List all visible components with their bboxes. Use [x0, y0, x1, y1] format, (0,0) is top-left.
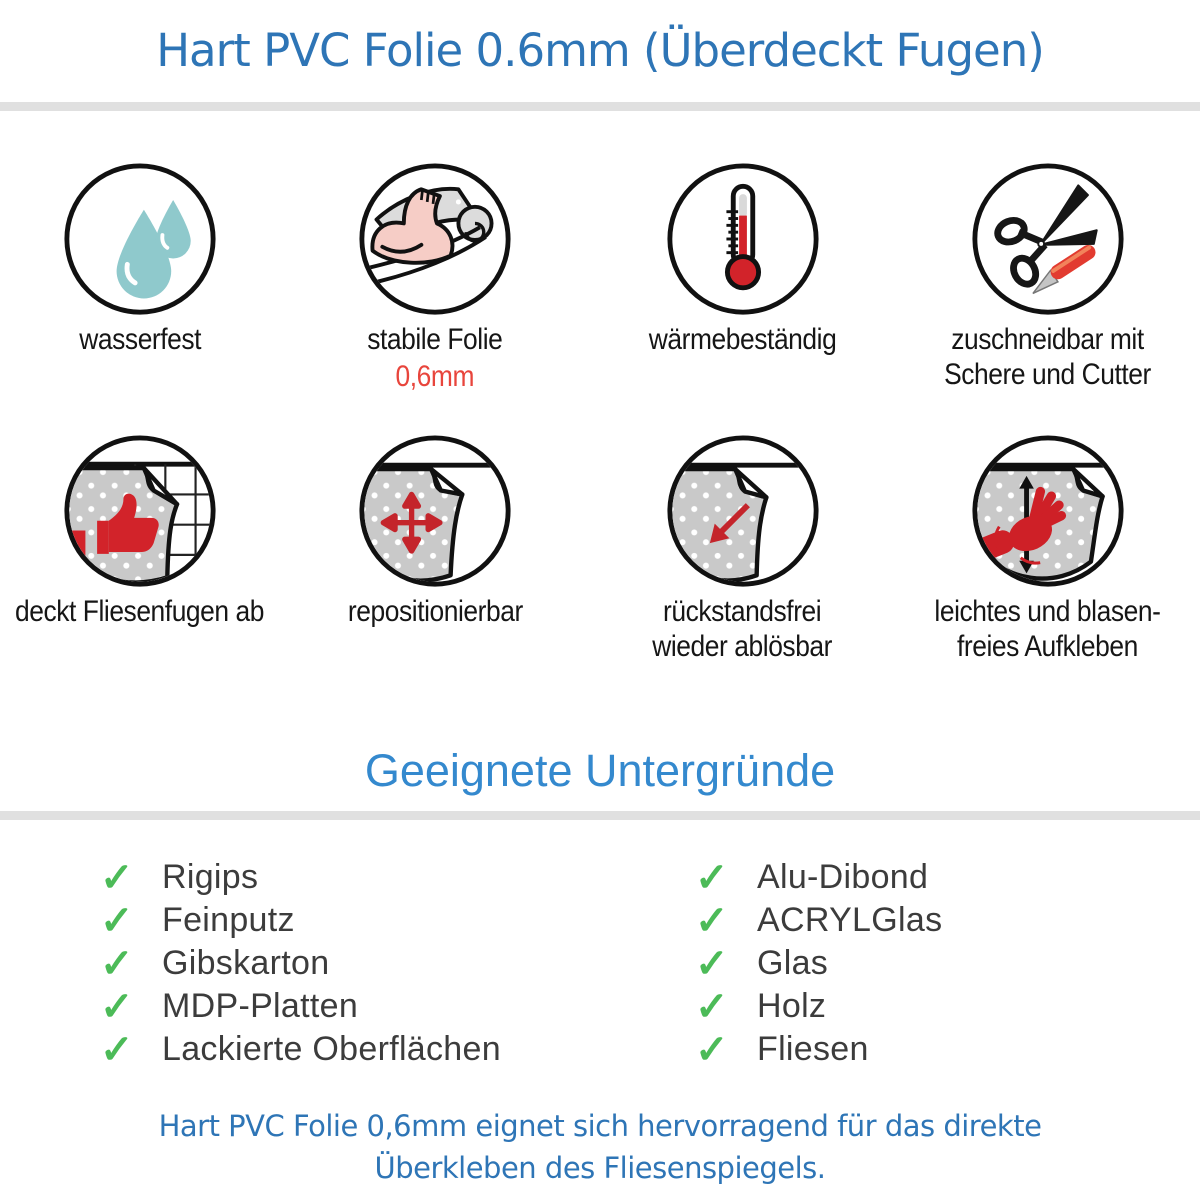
main-content [0, 161, 1200, 1189]
feature-label: leichtes und blasen- [934, 595, 1161, 628]
check-icon: ✓ [100, 855, 134, 900]
feature-label: wasserfest [79, 323, 201, 356]
list-item [695, 985, 1200, 1028]
features-grid [0, 161, 1200, 705]
feature-caption [348, 595, 523, 630]
substrates-right-list [600, 856, 1200, 1071]
feature-label: rückstandsfrei [663, 595, 822, 628]
check-icon: ✓ [695, 984, 729, 1029]
list-item [100, 942, 600, 985]
feature-rueckstandsfrei [590, 433, 895, 705]
feature-caption: leichtes und blasen- freies Aufkleben [934, 595, 1161, 663]
muscle-arm-foil-icon [357, 161, 513, 317]
list-item [100, 899, 600, 942]
feature-zuschneidbar [895, 161, 1200, 433]
water-drops-icon [62, 161, 218, 317]
check-icon: ✓ [100, 941, 134, 986]
scissors-cutter-icon [970, 161, 1126, 317]
feature-label: repositionierbar [347, 595, 523, 628]
feature-label: deckt Fliesenfugen ab [15, 595, 265, 628]
list-item [695, 1028, 1200, 1071]
section-divider [0, 811, 1200, 820]
feature-waermebestaendig [590, 161, 895, 433]
feature-label: zuschneidbar mit [951, 323, 1144, 356]
check-icon: ✓ [100, 898, 134, 943]
feature-repositionierbar [280, 433, 590, 705]
check-icon: ✓ [695, 855, 729, 900]
check-icon: ✓ [100, 1027, 134, 1072]
film-hand-smoothing-icon [970, 433, 1126, 589]
feature-caption [367, 323, 502, 395]
feature-caption [79, 323, 201, 358]
thickness-label: 0,6mm [395, 359, 475, 393]
feature-label: stabile Folie [367, 323, 503, 356]
film-move-arrows-icon [357, 433, 513, 589]
feature-leichtes-aufkleben [895, 433, 1200, 705]
feature-caption: rückstandsfrei wieder ablösbar [652, 595, 833, 663]
list-item [100, 1028, 600, 1071]
footer-line: Hart PVC Folie 0,6mm eignet sich hervorragend für das direkte [158, 1109, 1042, 1143]
footer-note [0, 1105, 1200, 1189]
substrate-label: Alu-Dibond [757, 858, 929, 896]
substrate-label: Lackierte Oberflächen [162, 1030, 501, 1068]
list-item [695, 899, 1200, 942]
feature-caption: zuschneidbar mit Schere und Cutter [944, 323, 1151, 391]
substrate-label: MDP-Platten [162, 987, 359, 1025]
feature-caption [15, 595, 264, 630]
header [0, 0, 1200, 111]
feature-deckt-fliesenfugen [0, 433, 280, 705]
substrates-left-list [0, 856, 600, 1071]
list-item [100, 985, 600, 1028]
feature-stabile-folie [280, 161, 590, 433]
feature-label: wärmebeständig [648, 323, 837, 356]
page-title: Hart PVC Folie 0.6mm (Überdeckt Fugen) [156, 24, 1044, 77]
section-title: Geeignete Untergründe [364, 745, 836, 796]
substrate-label: Fliesen [757, 1030, 869, 1068]
footer-line: Überkleben des Fliesenspiegels. [374, 1151, 826, 1186]
list-item [695, 942, 1200, 985]
thermometer-icon [665, 161, 821, 317]
substrate-label: Glas [757, 944, 829, 982]
top-divider [0, 102, 1200, 111]
substrate-label: ACRYLGlas [757, 901, 943, 939]
list-item [100, 856, 600, 899]
substrate-label: Feinputz [162, 901, 295, 939]
list-item [695, 856, 1200, 899]
check-icon: ✓ [695, 898, 729, 943]
substrate-label: Rigips [162, 858, 259, 896]
feature-caption [649, 323, 837, 358]
check-icon: ✓ [695, 1027, 729, 1072]
film-tile-thumbs-up-icon [62, 433, 218, 589]
substrates-section [0, 856, 1200, 1071]
substrate-label: Holz [757, 987, 827, 1025]
check-icon: ✓ [100, 984, 134, 1029]
substrate-label: Gibskarton [162, 944, 330, 982]
check-icon: ✓ [695, 941, 729, 986]
film-peel-arrow-icon [665, 433, 821, 589]
feature-wasserfest [0, 161, 280, 433]
